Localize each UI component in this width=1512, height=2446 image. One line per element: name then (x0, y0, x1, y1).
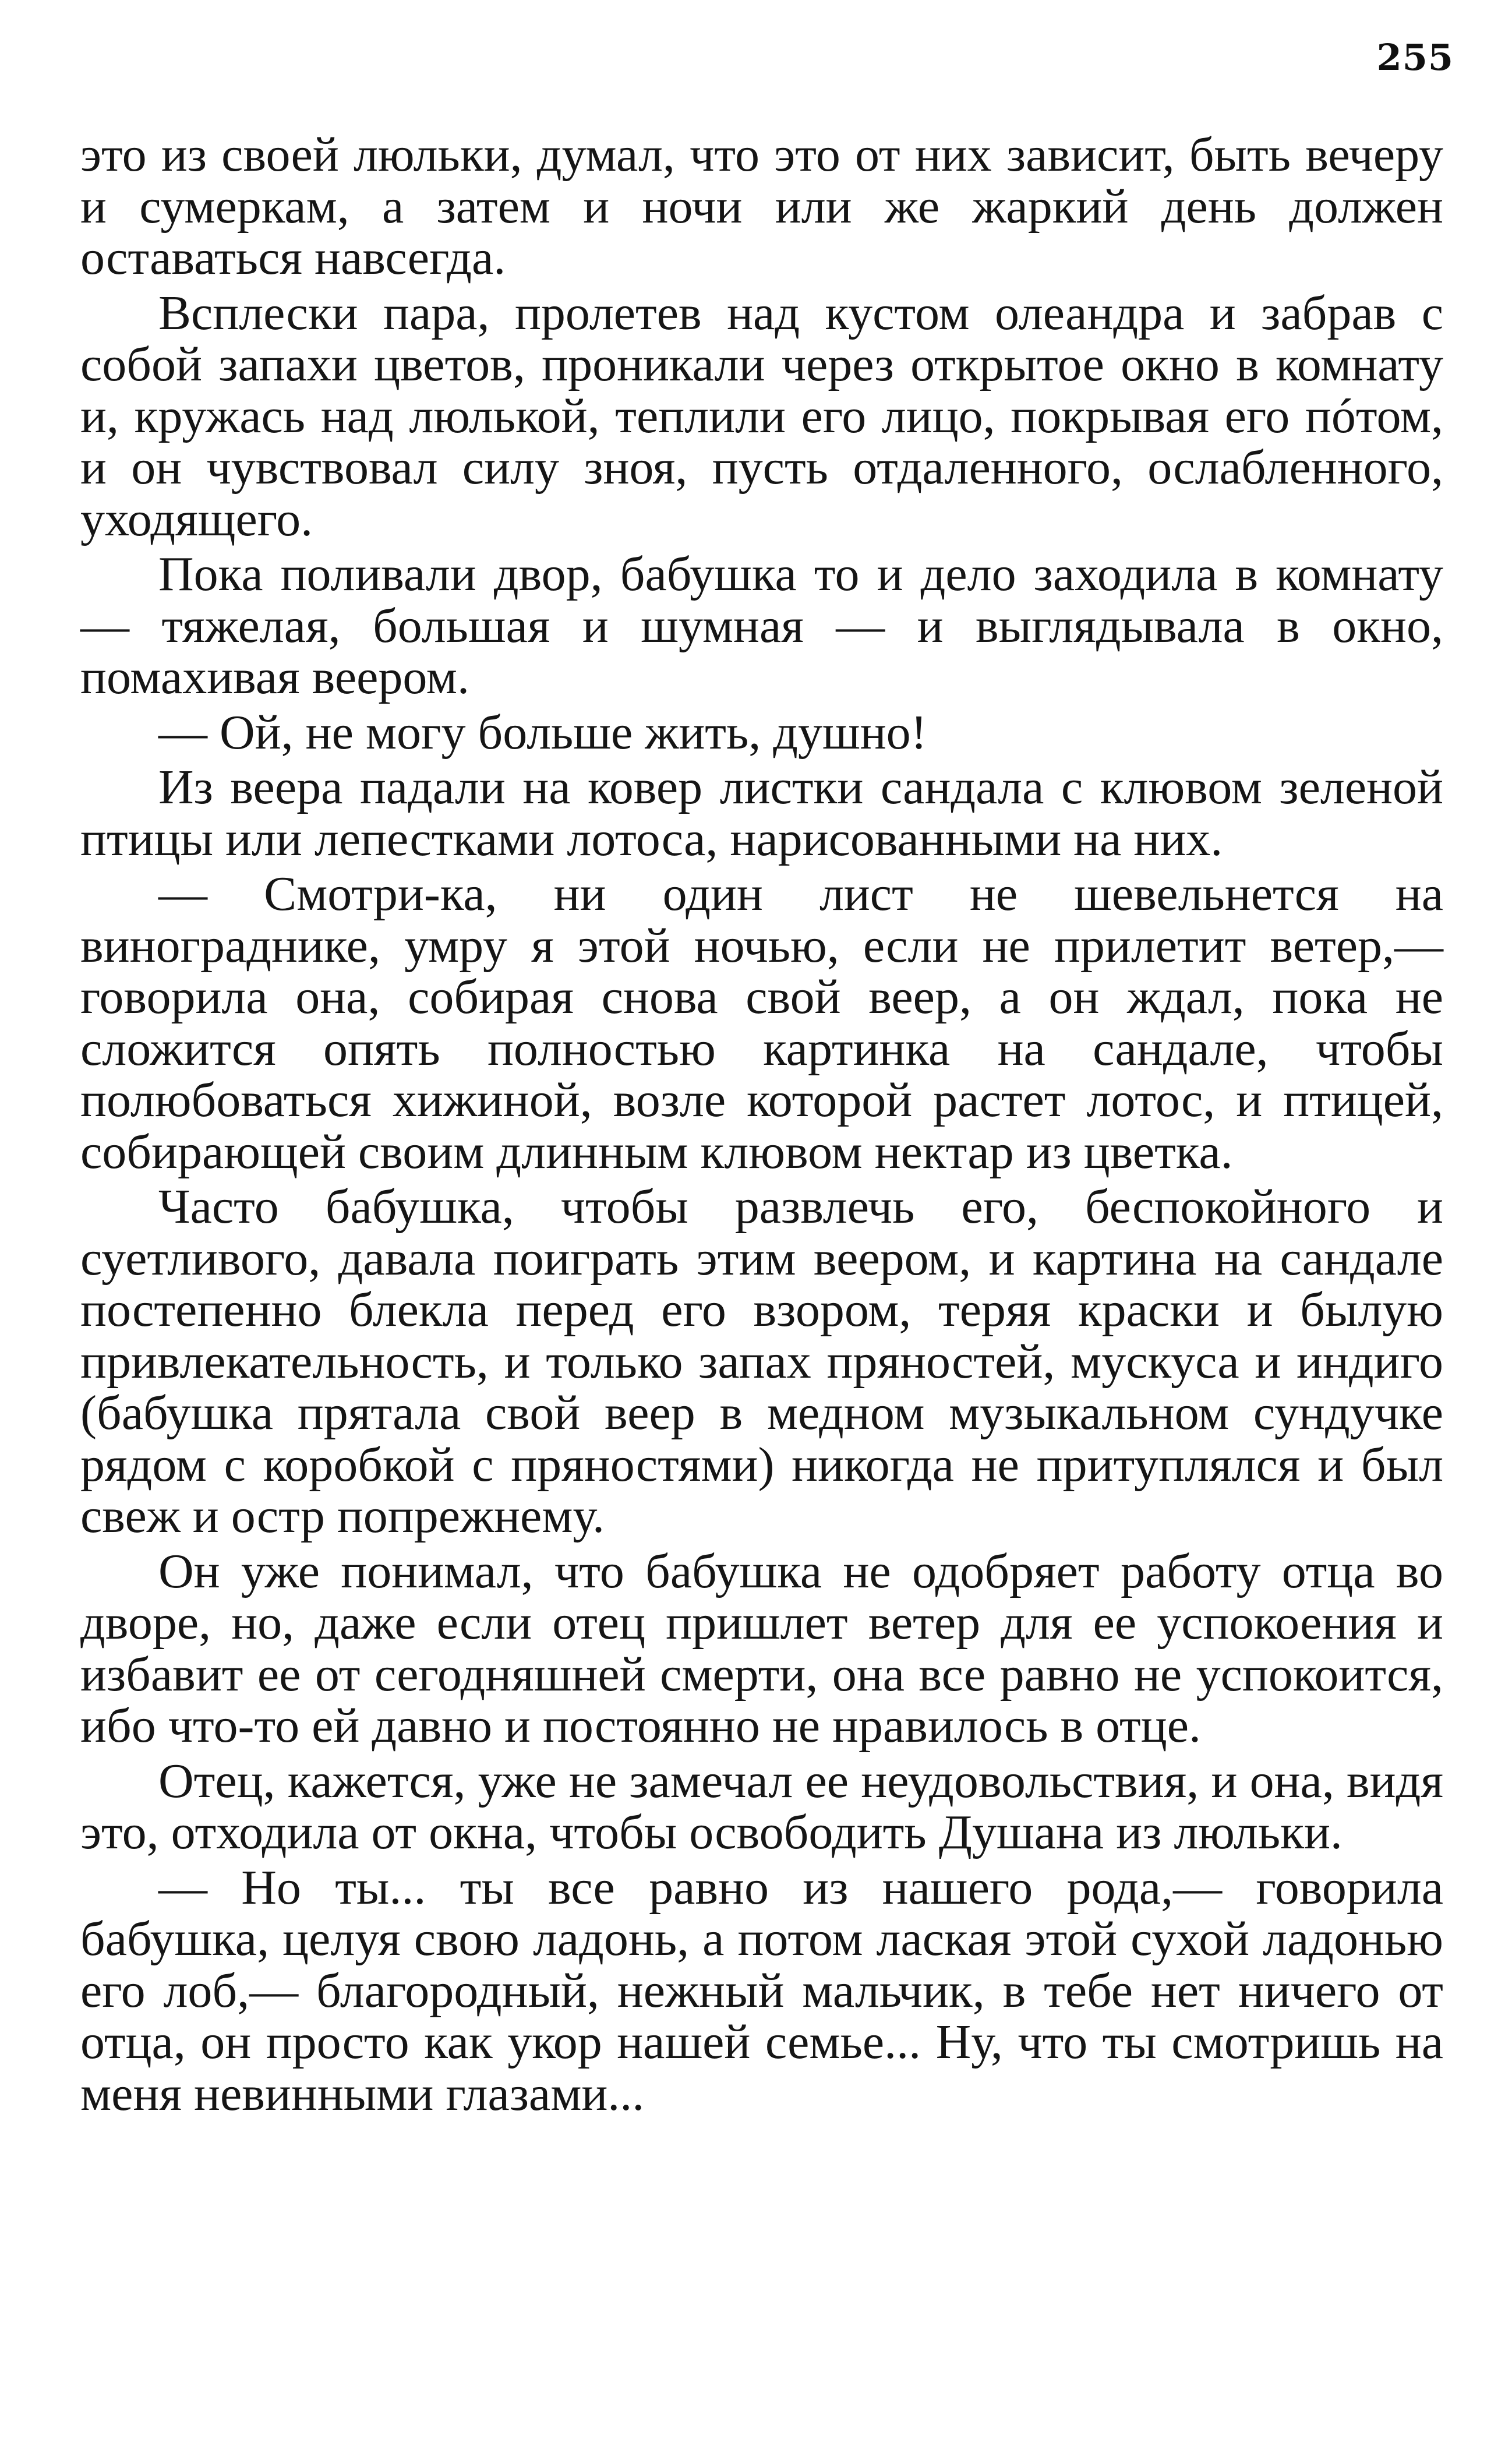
paragraph: Пока поливали двор, бабушка то и дело заходила в комнату — тяжелая, большая и шумная — и выглядывала в окно, помахивая веером. (80, 547, 1443, 704)
dialogue-line: — Ой, не могу больше жить, душно! (158, 705, 927, 760)
dialogue-line: — Но ты... ты все равно из нашего рода,— говорила бабушка, целуя свою ладонь, а потом лаская этой сухой ладонью его лоб,— благородный, нежный мальчик, в тебе нет ничего от отца, он просто как укор нашей семье... Ну, что ты смотришь на меня невинными глазами... (80, 1860, 1443, 2121)
paragraph: Часто бабушка, чтобы развлечь его, беспокойного и суетливого, давала поиграть этим веером, и картина на сандале постепенно блекла перед его взором, теряя краски и былую привлекательность, и только запах пряностей, мускуса и индиго (бабушка прятала свой веер в медном музыкальном сундучке рядом с коробкой с пряностями) никогда не притуплялся и был свеж и остр попрежнему. (80, 1180, 1443, 1543)
paragraph: Из веера падали на ковер листки сандала с клювом зеленой птицы или лепестками лотоса, нарисованными на них. (80, 760, 1443, 866)
body-text (80, 129, 1443, 2123)
paragraph: это из своей люльки, думал, что это от них зависит, быть вечеру и сумеркам, а затем и ночи или же жаркий день должен оставаться навсегда. (80, 128, 1443, 285)
dialogue-line: — Смотри-ка, ни один лист не шевельнется на винограднике, умру я этой ночью, если не прилетит ветер,— говорила она, собирая снова свой веер, а он ждал, пока не сложится опять полностью картинка на сандале, чтобы полюбоваться хижиной, возле которой растет лотос, и птицей, собирающей своим длинным клювом нектар из цветка. (80, 867, 1443, 1179)
paragraph: Всплески пара, пролетев над кустом олеандра и забрав с собой запахи цветов, проникали через открытое окно в комнату и, кружась над люлькой, теплили его лицо, покрывая его пóтом, и он чувствовал силу зноя, пусть отдаленного, ослабленного, уходящего. (80, 285, 1443, 546)
paragraph: Он уже понимал, что бабушка не одобряет работу отца во дворе, но, даже если отец пришлет ветер для ее успокоения и избавит ее от сегодняшней смерти, она все равно не успокоится, ибо что-то ей давно и постоянно не нравилось в отце. (80, 1544, 1443, 1753)
paragraph: Отец, кажется, уже не замечал ее неудовольствия, и она, видя это, отходила от окна, чтобы освободить Душана из люльки. (80, 1753, 1443, 1859)
page-number: 255 (1376, 36, 1454, 79)
